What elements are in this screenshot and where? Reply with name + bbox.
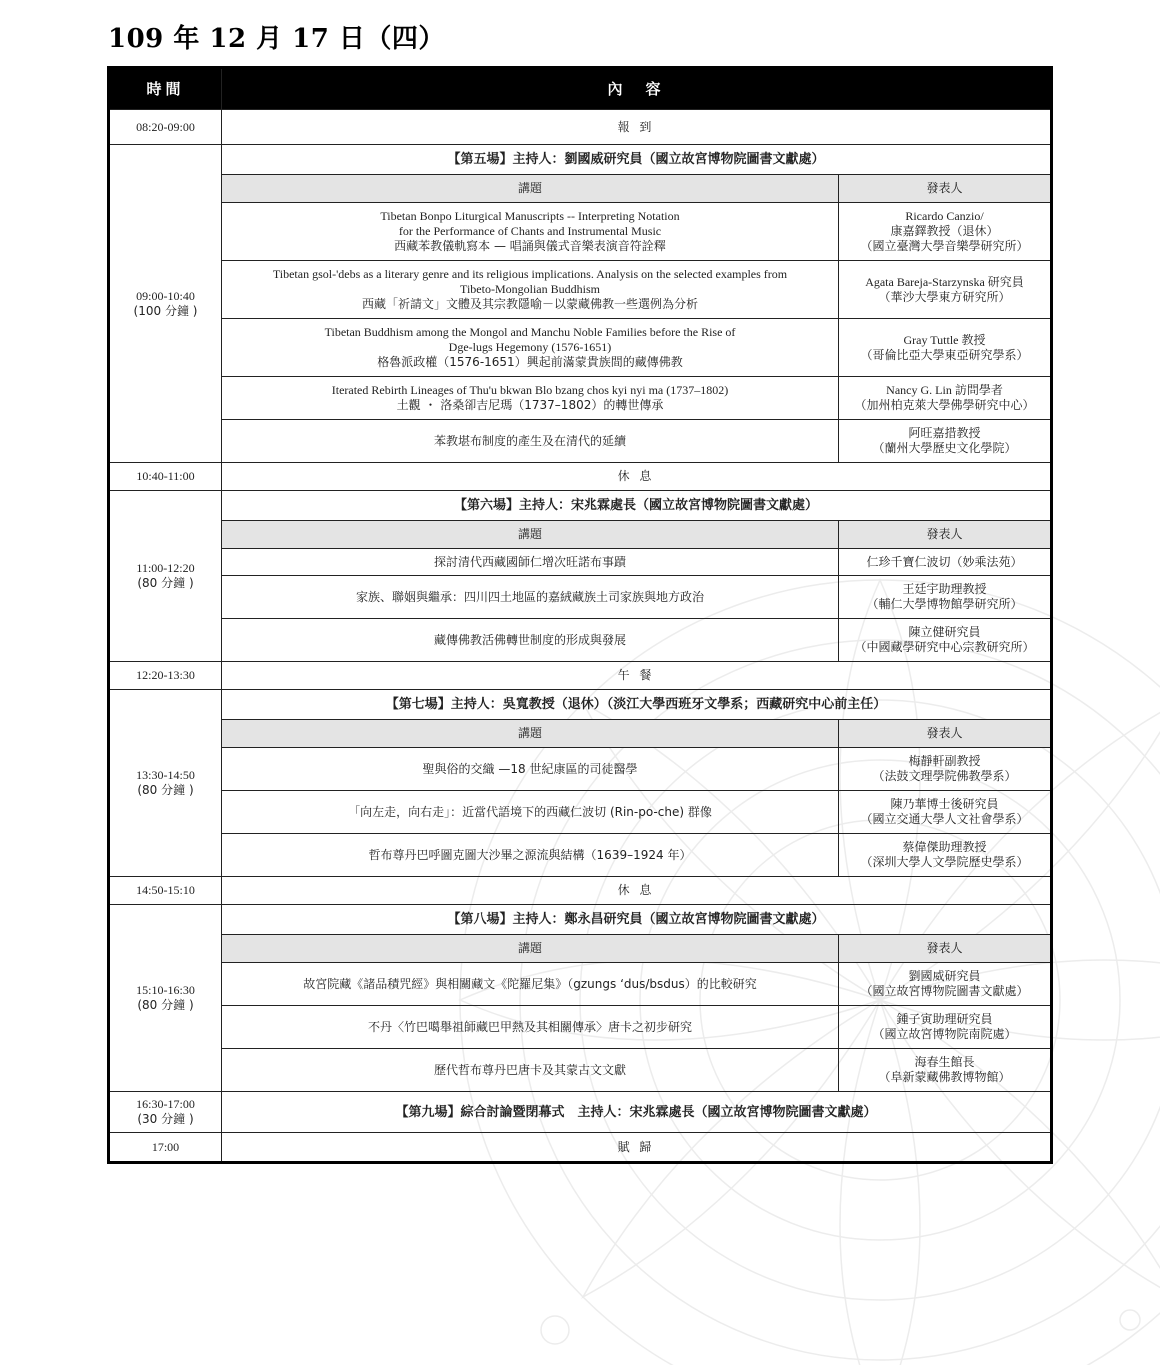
topic-cell: 家族、聯姻與繼承：四川四土地區的嘉絨藏族土司家族與地方政治 [222,576,839,619]
presenter-cell: 劉國威研究員 （國立故宮博物院圖書文獻處） [839,963,1052,1006]
header-time: 時間 [109,68,222,110]
schedule-table [107,66,1053,1164]
presenter-header: 發表人 [839,521,1052,549]
presenter-header: 發表人 [839,935,1052,963]
session-title: 【第八場】主持人：鄭永昌研究員（國立故宮博物院圖書文獻處） [222,905,1052,935]
topic-header: 講題 [222,720,839,748]
presenter-header: 發表人 [839,720,1052,748]
presenter-cell: Ricardo Canzio/ 康嘉鐸教授（退休） （國立臺灣大學音樂學研究所） [839,203,1052,261]
topic-cell: 聖與俗的交織 —18 世紀康區的司徒醫學 [222,748,839,791]
table-row [109,1133,1052,1163]
time-cell: 17:00 [109,1133,222,1163]
table-row [109,549,1052,576]
topic-cell: 哲布尊丹巴呼圖克圖大沙畢之源流與結構（1639–1924 年） [222,834,839,877]
time-cell: 16:30-17:00 (30 分鐘 ) [109,1092,222,1133]
topic-cell: 探討清代西藏國師仁增次旺諾布事蹟 [222,549,839,576]
table-header-row [109,68,1052,110]
table-row [109,463,1052,491]
time-cell: 14:50-15:10 [109,877,222,905]
presenter-cell: 陳乃華博士後研究員 （國立交通大學人文社會學系） [839,791,1052,834]
presenter-cell: 仁珍千寶仁波切（妙乘法苑） [839,549,1052,576]
topic-header: 講題 [222,521,839,549]
topic-header: 講題 [222,935,839,963]
content-cell: 報 到 [222,110,1052,145]
page-title: 109 年 12 月 17 日（四） [108,24,445,54]
presenter-cell: Gray Tuttle 教授 （哥倫比亞大學東亞研究學系） [839,319,1052,377]
column-header-row [109,935,1052,963]
presenter-cell: 蔡偉傑助理教授 （深圳大學人文學院歷史學系） [839,834,1052,877]
topic-header: 講題 [222,175,839,203]
session-title-row [109,1092,1052,1133]
table-row [109,619,1052,662]
topic-cell: Iterated Rebirth Lineages of Thu'u bkwan Blo bzang chos kyi nyi ma (1737–1802) 土觀 ・ 洛桑卻吉尼瑪（1737–1802）的轉世傳承 [222,377,839,420]
presenter-cell: 阿旺嘉措教授 （蘭州大學歷史文化學院） [839,420,1052,463]
column-header-row [109,521,1052,549]
topic-cell: 藏傳佛教活佛轉世制度的形成與發展 [222,619,839,662]
table-row [109,1006,1052,1049]
table-row [109,377,1052,420]
presenter-cell: Nancy G. Lin 訪問學者 （加州柏克萊大學佛學研究中心） [839,377,1052,420]
time-cell: 09:00-10:40 (100 分鐘 ) [109,145,222,463]
table-row [109,576,1052,619]
table-row [109,834,1052,877]
topic-cell: Tibetan Bonpo Liturgical Manuscripts -- Interpreting Notation for the Performance of Chants and Instrumental Music 西藏苯教儀軌寫本 — 唱誦與儀式音樂表演音符詮釋 [222,203,839,261]
topic-cell: Tibetan gsol-'debs as a literary genre and its religious implications. Analysis on the selected examples from Tibeto-Mongolian Buddhism 西藏「祈請文」文體及其宗教隱喻－以蒙藏佛教一些選例為分析 [222,261,839,319]
topic-cell: Tibetan Buddhism among the Mongol and Manchu Noble Families before the Rise of Dge-lugs Hegemony (1576-1651) 格魯派政權（1576-1651）興起前滿蒙貴族間的藏傳佛教 [222,319,839,377]
content-cell: 休 息 [222,463,1052,491]
time-cell: 08:20-09:00 [109,110,222,145]
table-row [109,877,1052,905]
session-title-row [109,690,1052,720]
session-title: 【第五場】主持人：劉國威研究員（國立故宮博物院圖書文獻處） [222,145,1052,175]
presenter-cell: 鍾子寅助理研究員 （國立故宮博物院南院處） [839,1006,1052,1049]
time-cell: 10:40-11:00 [109,463,222,491]
table-row [109,110,1052,145]
topic-cell: 「向左走，向右走」：近當代語境下的西藏仁波切 (Rin-po-che) 群像 [222,791,839,834]
session-title-row [109,905,1052,935]
header-content: 內 容 [222,68,1052,110]
time-cell: 13:30-14:50 (80 分鐘 ) [109,690,222,877]
presenter-cell: 王廷宇助理教授 （輔仁大學博物館學研究所） [839,576,1052,619]
time-cell: 12:20-13:30 [109,662,222,690]
topic-cell: 故宮院藏《諸品積咒經》與相關藏文《陀羅尼集》（gzungs ʻdus/bsdus）的比較研究 [222,963,839,1006]
content-cell: 賦 歸 [222,1133,1052,1163]
column-header-row [109,175,1052,203]
content-cell: 午 餐 [222,662,1052,690]
session-title: 【第九場】綜合討論暨閉幕式 主持人：宋兆霖處長（國立故宮博物院圖書文獻處） [222,1092,1052,1133]
table-row [109,748,1052,791]
table-row [109,203,1052,261]
topic-cell: 不丹〈竹巴噶舉祖師藏巴甲熱及其相關傳承〉唐卡之初步研究 [222,1006,839,1049]
session-title-row [109,491,1052,521]
table-row [109,420,1052,463]
session-title-row [109,145,1052,175]
topic-cell: 歷代哲布尊丹巴唐卡及其蒙古文文獻 [222,1049,839,1092]
column-header-row [109,720,1052,748]
session-title: 【第七場】主持人：吳寬教授（退休）（淡江大學西班牙文學系；西藏研究中心前主任） [222,690,1052,720]
table-row [109,319,1052,377]
table-row [109,1049,1052,1092]
time-cell: 15:10-16:30 (80 分鐘 ) [109,905,222,1092]
presenter-cell: Agata Bareja-Starzynska 研究員 （華沙大學東方研究所） [839,261,1052,319]
table-row [109,261,1052,319]
time-cell: 11:00-12:20 (80 分鐘 ) [109,491,222,662]
presenter-cell: 梅靜軒副教授 （法鼓文理學院佛教學系） [839,748,1052,791]
table-row [109,791,1052,834]
topic-cell: 苯教堪布制度的產生及在清代的延續 [222,420,839,463]
content-cell: 休 息 [222,877,1052,905]
presenter-cell: 海春生館長 （阜新蒙藏佛教博物館） [839,1049,1052,1092]
presenter-header: 發表人 [839,175,1052,203]
table-row [109,963,1052,1006]
session-title: 【第六場】主持人：宋兆霖處長（國立故宮博物院圖書文獻處） [222,491,1052,521]
table-row [109,662,1052,690]
presenter-cell: 陳立健研究員 （中國藏學研究中心宗教研究所） [839,619,1052,662]
